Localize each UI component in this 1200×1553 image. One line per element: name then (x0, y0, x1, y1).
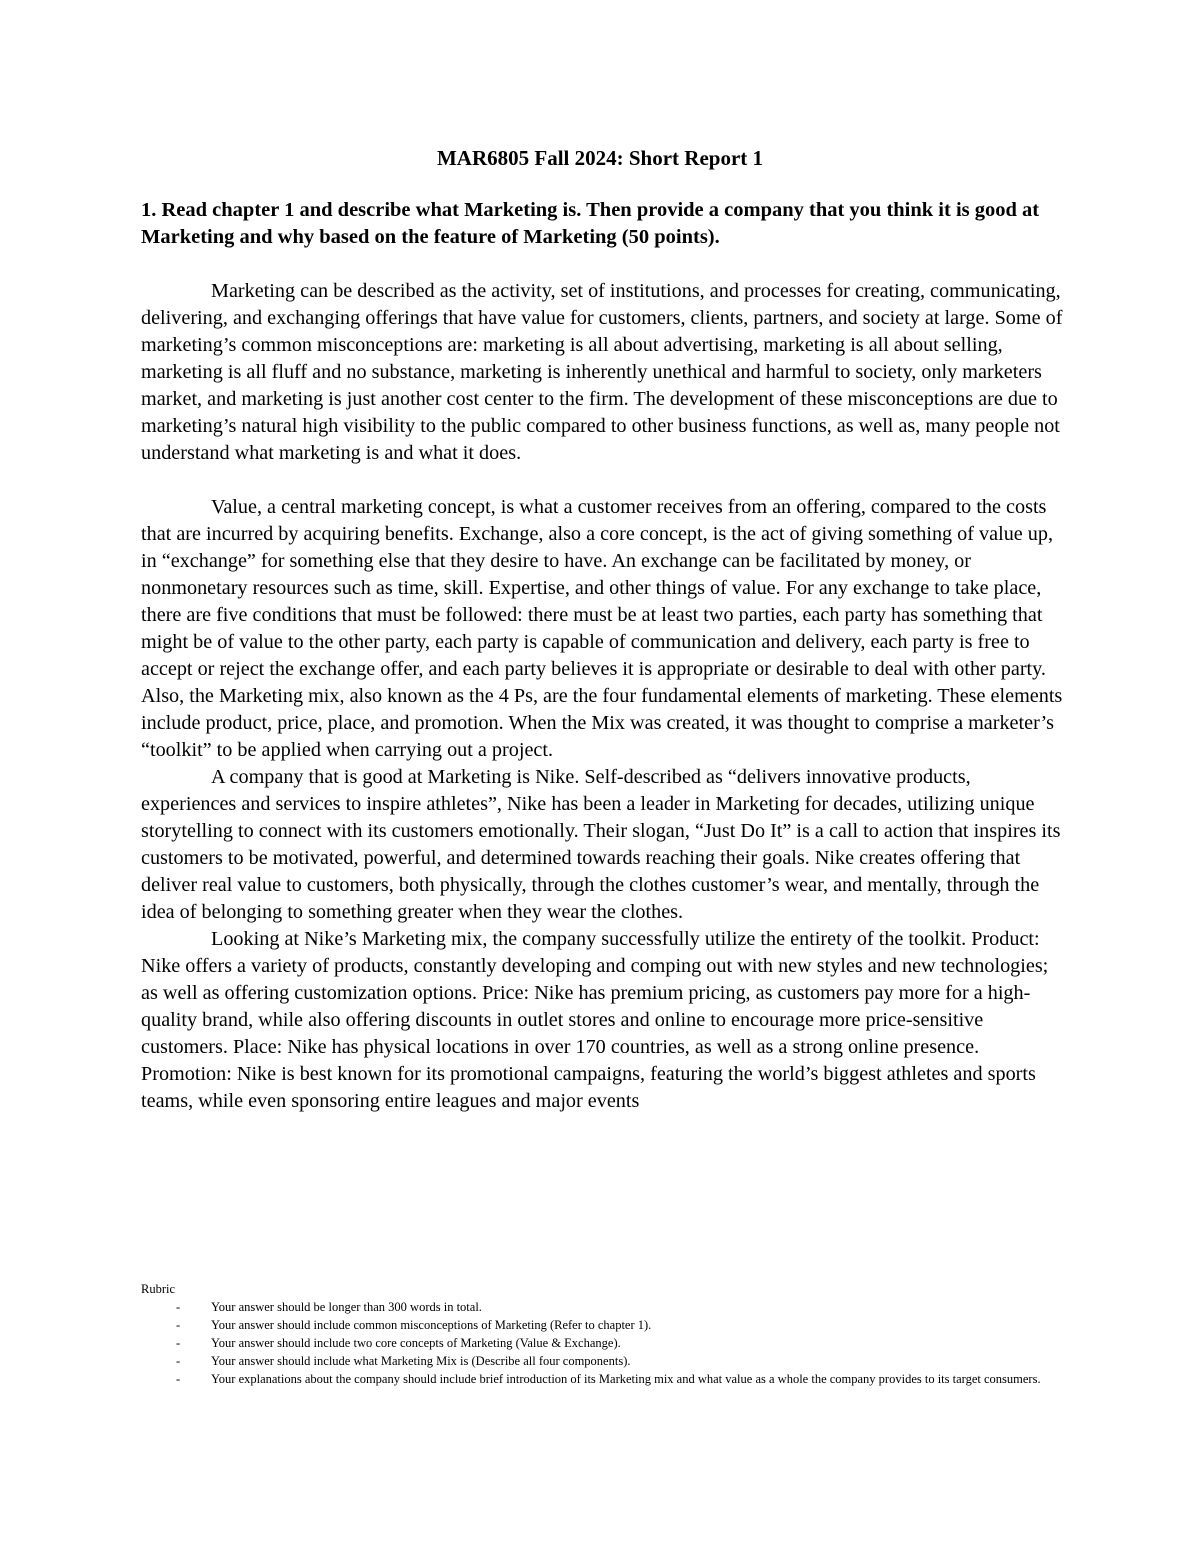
rubric-list (141, 1298, 1056, 1388)
bullet-dash: - (176, 1372, 181, 1386)
rubric-item-text: Your explanations about the company should include brief introduction of its Marketing mix and what value as a whole the company provides to its target consumers. (211, 1372, 1041, 1386)
rubric-item (141, 1298, 1056, 1316)
question-prompt: 1. Read chapter 1 and describe what Marketing is. Then provide a company that you think it is good at Marketing and why based on the feature of Marketing (50 points). (141, 199, 1040, 248)
rubric-item-text: Your answer should include common misconceptions of Marketing (Refer to chapter 1). (211, 1318, 652, 1332)
rubric-item (141, 1316, 1056, 1334)
rubric-item-text: Your answer should include two core concepts of Marketing (Value & Exchange). (211, 1336, 621, 1350)
bullet-dash: - (176, 1300, 181, 1314)
bullet-dash: - (176, 1336, 181, 1350)
rubric-item-text: Your answer should be longer than 300 words in total. (211, 1300, 482, 1314)
answer-body (141, 278, 1066, 1115)
rubric-section (141, 1280, 1056, 1388)
answer-paragraph-1: Marketing can be described as the activity, set of institutions, and processes for creating, communicating, delivering, and exchanging offerings that have value for customers, clients, partners, and society at large. Some of marketing’s common misconceptions are: marketing is all about advertising, marketing is all about selling, marketing is all fluff and no substance, marketing is inherently unethical and harmful to society, only marketers market, and marketing is just another cost center to the firm. The development of these misconceptions are due to marketing’s natural high visibility to the public compared to other business functions, as well as, many people not understand what marketing is and what it does. (141, 280, 1063, 464)
document-title: MAR6805 Fall 2024: Short Report 1 (436, 146, 764, 170)
rubric-item (141, 1370, 1056, 1388)
rubric-heading: Rubric (141, 1282, 176, 1296)
rubric-item (141, 1334, 1056, 1352)
bullet-dash: - (176, 1318, 181, 1332)
rubric-item (141, 1352, 1056, 1370)
answer-paragraph-3: A company that is good at Marketing is Nike. Self-described as “delivers innovative products, experiences and services to inspire athletes”, Nike has been a leader in Marketing for decades, utilizing unique storytelling to connect with its customers emotionally. Their slogan, “Just Do It” is a call to action that inspires its customers to be motivated, powerful, and determined towards reaching their goals. Nike creates offering that deliver real value to customers, both physically, through the clothes customer’s wear, and mentally, through the idea of belonging to something greater when they wear the clothes. (141, 766, 1061, 923)
answer-paragraph-4: Looking at Nike’s Marketing mix, the company successfully utilize the entirety of the toolkit. Product: Nike offers a variety of products, constantly developing and comping out with new styles and new technologies; as well as offering customization options. Price: Nike has premium pricing, as customers pay more for a high-quality brand, while also offering discounts in outlet stores and online to encourage more price-sensitive customers. Place: Nike has physical locations in over 170 countries, as well as a strong online presence. Promotion: Nike is best known for its promotional campaigns, featuring the world’s biggest athletes and sports teams, while even sponsoring entire leagues and major events (141, 928, 1049, 1112)
answer-paragraph-2: Value, a central marketing concept, is what a customer receives from an offering, compared to the costs that are incurred by acquiring benefits. Exchange, also a core concept, is the act of giving something of value up, in “exchange” for something else that they desire to have. An exchange can be facilitated by money, or nonmonetary resources such as time, skill. Expertise, and other things of value. For any exchange to take place, there are five conditions that must be followed: there must be at least two parties, each party has something that might be of value to the other party, each party is capable of communication and delivery, each party is free to accept or reject the exchange offer, and each party believes it is appropriate or desirable to deal with other party. Also, the Marketing mix, also known as the 4 Ps, are the four fundamental elements of marketing. These elements include product, price, place, and promotion. When the Mix was created, it was thought to comprise a marketer’s “toolkit” to be applied when carrying out a project. (141, 496, 1063, 761)
bullet-dash: - (176, 1354, 181, 1368)
rubric-item-text: Your answer should include what Marketing Mix is (Describe all four components). (211, 1354, 631, 1368)
